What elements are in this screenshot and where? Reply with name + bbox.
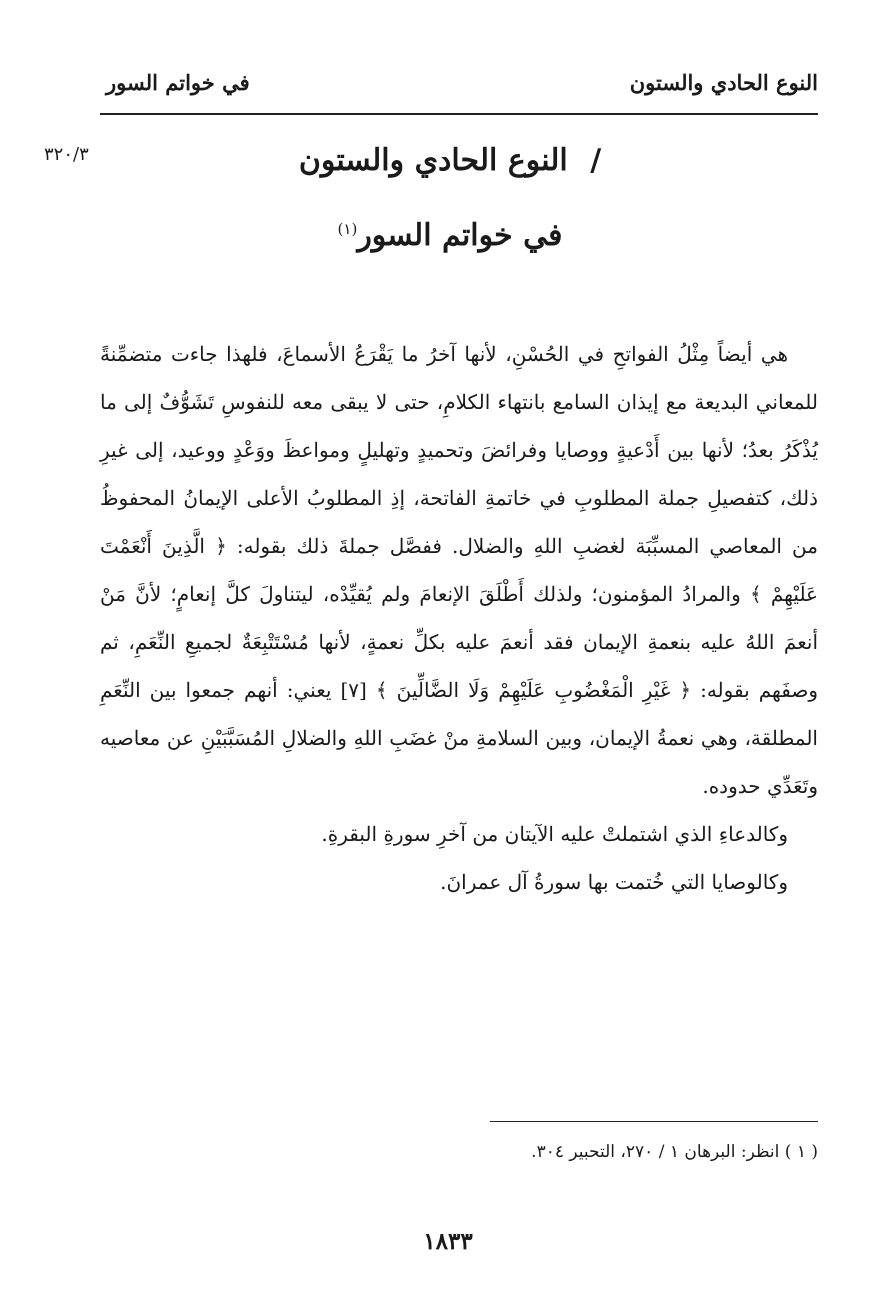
title-slash: /: [590, 143, 602, 178]
margin-reference: ٣٢٠/٣: [44, 144, 89, 165]
page-number: ١٨٣٣: [423, 1228, 473, 1255]
paragraph-baqarah: وكالدعاءِ الذي اشتملتْ عليه الآيتان من آخرِ سورةِ البقرةِ.: [321, 822, 788, 846]
footnote: ( ١ ) انظر: البرهان ١ / ٢٧٠، التحبير ٣٠٤.: [531, 1142, 818, 1162]
chapter-title: [150, 143, 750, 178]
footnote-marker[interactable]: (١): [337, 220, 358, 238]
chapter-subtitle: [150, 218, 750, 253]
footnote-divider: [490, 1121, 818, 1122]
chapter-title-text: النوع الحادي والستون: [298, 143, 568, 178]
body-text: [100, 330, 818, 906]
paragraph-main: هي أيضاً مِثْلُ الفواتحِ في الحُسْنِ، لأنها آخرُ ما يَقْرَعُ الأسماعَ، فلهذا جاءت متضمِّنةً للمعاني البديعة مع إيذان السامع بانتهاء الكلامِ، حتى لا يبقى معه للنفوسِ تَشَوُّفٌ إلى ما يُذْكَرُ بعدُ؛ لأنها بين أَدْعيةٍ ووصايا وفرائضَ وتحميدٍ وتهليلٍ ومواعظَ ووَعْدٍ ووعيد، إلى غيرِ ذلك، كتفصيلِ جملة المطلوبِ في خاتمةِ الفاتحة، إذِ المطلوبُ الأعلى الإيمانُ المحفوظُ من المعاصي المسبِّبَة لغضبِ اللهِ والضلال. ففصَّل جملةَ ذلك بقوله: ﴿ الَّذِينَ أَنْعَمْتَ عَلَيْهِمْ ﴾ والمرادُ المؤمنون؛ ولذلك أَطْلَقَ الإنعامَ ولم يُقيِّدْه، ليتناولَ كلَّ إنعامٍ؛ لأنَّ مَنْ أنعمَ اللهُ عليه بنعمةِ الإيمان فقد أنعمَ عليه بكلِّ نعمةٍ، لأنها مُسْتَتْبِعَةٌ لجميعِ النِّعَمِ، ثم وصفَهم بقوله: ﴿ غَيْرِ الْمَغْضُوبِ عَلَيْهِمْ وَلَا الضَّالِّينَ ﴾ [٧] يعني: أنهم جمعوا بين النِّعَمِ المطلقة، وهي نعمةُ الإيمان، وبين السلامةِ منْ غضَبِ اللهِ والضلالِ المُسَبَّبَيْنِ عن معاصيه وتَعَدِّي حدوده.: [100, 342, 818, 798]
header-divider: [100, 113, 818, 115]
paragraph-al-imran: وكالوصايا التي خُتمت بها سورةُ آل عمرانَ.: [440, 870, 788, 894]
running-header: [100, 70, 818, 110]
header-chapter-title: النوع الحادي والستون: [629, 70, 818, 95]
chapter-subtitle-text: في خواتم السور: [357, 218, 563, 253]
header-topic-title: في خواتم السور: [106, 70, 250, 95]
